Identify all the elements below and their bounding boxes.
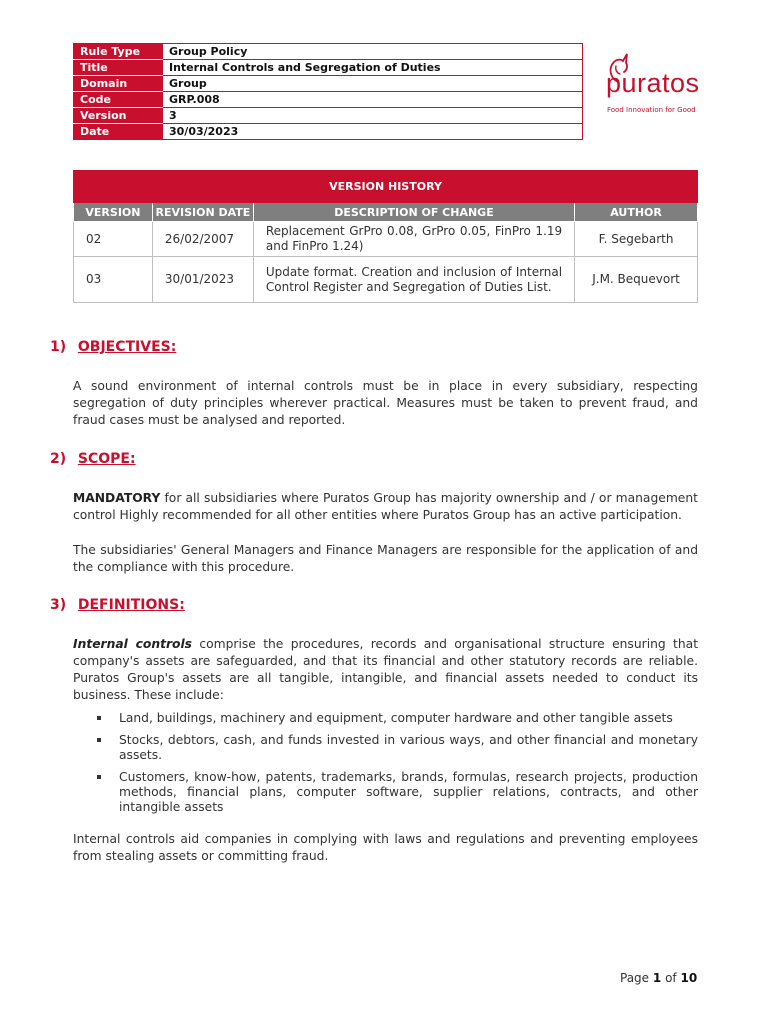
bullet-icon [97,716,101,720]
logo-tagline: Food Innovation for Good [607,106,696,114]
objectives-paragraph: A sound environment of internal controls must be in place in every subsidiary, respecting segregation of duty principles wherever practical. Measures must be taken to prevent fraud, and fraud cases must be analysed and reported. [73,379,698,427]
info-row-title [74,60,583,76]
cell-author: F. Segebarth [575,222,698,257]
info-key: Title [74,60,163,76]
list-item: Stocks, debtors, cash, and funds invested in various ways, and other financial and monetary assets. [73,733,698,763]
info-value: Group Policy [163,44,583,60]
column-header-revision-date: REVISION DATE [152,203,253,222]
section-title: OBJECTIVES: [77,339,177,355]
column-header-author: AUTHOR [575,203,698,222]
section-number: 1) [50,339,67,355]
scope-heading [50,451,136,467]
document-info-table [73,43,583,140]
info-row-rule-type [74,44,583,60]
section-title: DEFINITIONS: [77,597,185,613]
cell-date: 30/01/2023 [152,257,253,303]
scope-paragraph-2: The subsidiaries' General Managers and Finance Managers are responsible for the application of and the compliance with this procedure. [73,543,698,574]
cell-description: Update format. Creation and inclusion of Internal Control Register and Segregation of Duties List. [253,257,574,303]
info-row-domain [74,76,583,92]
internal-controls-term: Internal controls [73,637,193,651]
info-value: GRP.008 [163,92,583,108]
page-number: Page 1 of 10 [620,971,698,985]
definitions-paragraph-1 [73,636,698,704]
cell-description: Replacement GrPro 0.08, GrPro 0.05, FinPro 1.19 and FinPro 1.24) [253,222,574,257]
table-row [74,257,698,303]
column-header-description: DESCRIPTION OF CHANGE [253,203,574,222]
section-number: 3) [50,597,67,613]
info-value: 30/03/2023 [163,124,583,140]
scope-paragraph-1-text: for all subsidiaries where Puratos Group has majority ownership and / or management control Highly recommended for all other entities where Puratos Group has an active participation. [73,491,698,522]
cell-version: 02 [74,222,153,257]
info-key: Domain [74,76,163,92]
info-key: Version [74,108,163,124]
version-history-header [74,203,698,222]
bullet-icon [97,738,101,742]
logo-wordmark: puratos [606,68,700,98]
column-header-version: VERSION [74,203,153,222]
info-row-date [74,124,583,140]
info-key: Rule Type [74,44,163,60]
definitions-paragraph-1-text: comprise the procedures, records and organisational structure ensuring that company's assets are safeguarded, and that its financial and other statutory records are reliable. Puratos Group's assets are all tangible, intangible, and financial assets needed to conduct its business. These include: [73,637,699,702]
mandatory-label: MANDATORY [73,491,161,505]
version-history-table [73,170,698,303]
list-item: Customers, know-how, patents, trademarks, brands, formulas, research projects, production methods, financial plans, computer software, supplier relations, contracts, and other intangible assets [73,770,698,815]
info-key: Code [74,92,163,108]
section-number: 2) [50,451,67,467]
info-row-code [74,92,583,108]
cell-author: J.M. Bequevort [575,257,698,303]
info-key: Date [74,124,163,140]
total-pages: 10 [680,971,698,985]
definitions-heading [50,597,185,613]
assets-bullet-list [73,711,698,815]
scope-paragraph-1 [73,490,698,524]
bullet-icon [97,775,101,779]
puratos-logo [596,52,716,122]
objectives-heading [50,339,176,355]
info-value: 3 [163,108,583,124]
table-row [74,222,698,257]
info-value: Internal Controls and Segregation of Duties [163,60,583,76]
current-page: 1 [652,971,662,985]
cell-date: 26/02/2007 [152,222,253,257]
definitions-paragraph-2: Internal controls aid companies in complying with laws and regulations and preventing employees from stealing assets or committing fraud. [73,832,698,863]
section-title: SCOPE: [77,451,136,467]
info-row-version [74,108,583,124]
version-history-caption: VERSION HISTORY [74,171,698,203]
info-value: Group [163,76,583,92]
cell-version: 03 [74,257,153,303]
list-item: Land, buildings, machinery and equipment, computer hardware and other tangible assets [73,711,698,726]
